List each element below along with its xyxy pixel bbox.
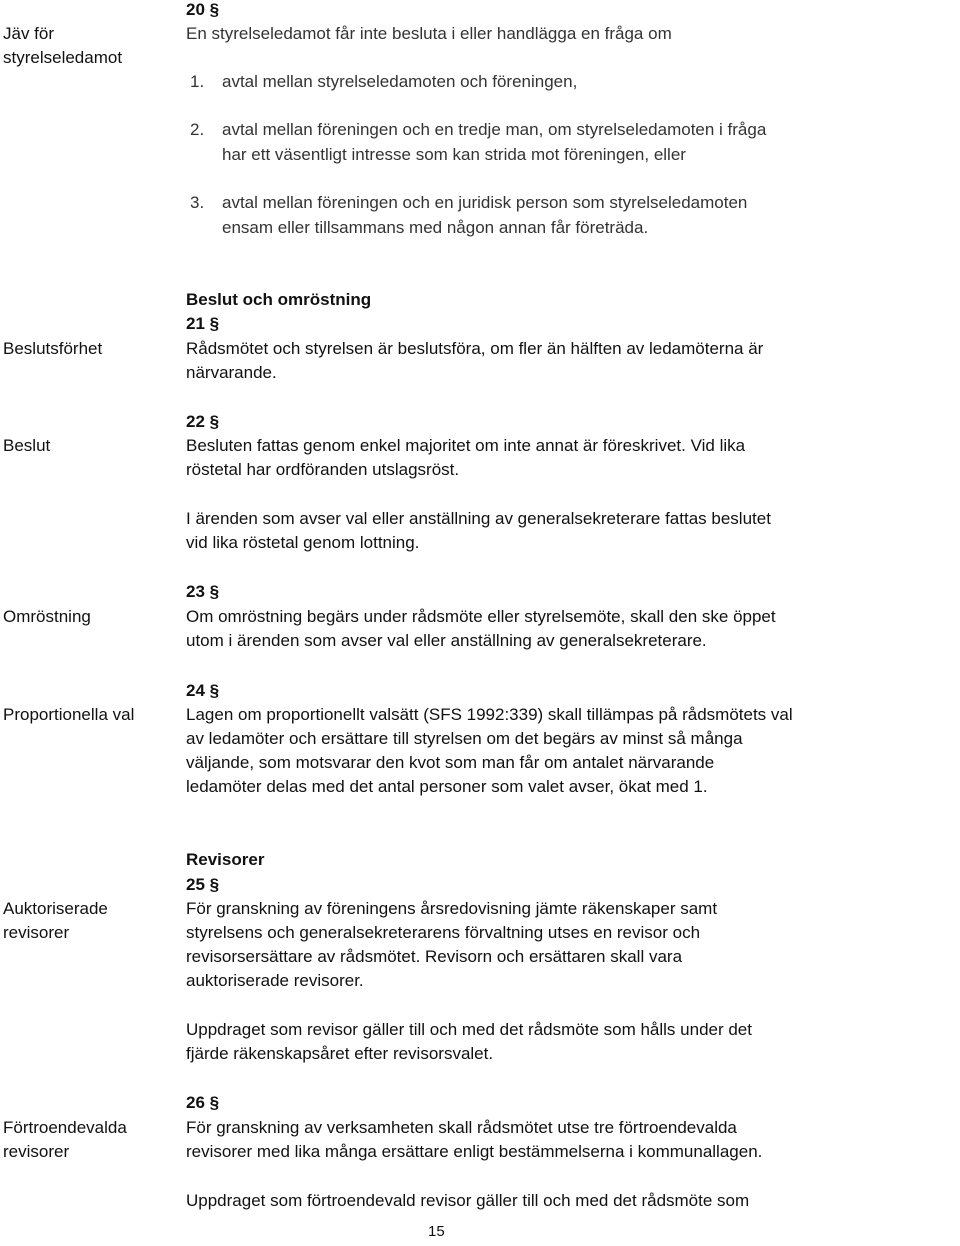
list-item-text: har ett väsentligt intresse som kan strida mot föreningen, eller bbox=[222, 145, 686, 164]
section-26-paragraph-2: Uppdraget som förtroendevald revisor gäller till och med det rådsmöte som bbox=[186, 1191, 750, 1210]
section-24-text: Lagen om proportionellt valsätt (SFS 1992:339) skall tillämpas på rådsmötets val bbox=[186, 705, 793, 724]
margin-label-beslut: Beslut bbox=[3, 436, 51, 455]
section-22-text: Besluten fattas genom enkel majoritet om inte annat är föreskrivet. Vid lika bbox=[186, 436, 746, 455]
section-25-text: auktoriserade revisorer. bbox=[186, 971, 364, 990]
section-22-text: röstetal har ordföranden utslagsröst. bbox=[186, 460, 460, 479]
list-item-number: 1. bbox=[190, 72, 205, 91]
section-24-text: av ledamöter och ersättare till styrelsen om det begärs av minst så många bbox=[186, 729, 743, 748]
section-heading-revisorer: Revisorer bbox=[186, 850, 265, 869]
margin-label-proportionella-val: Proportionella val bbox=[3, 705, 135, 724]
margin-label-jav-2: styrelseledamot bbox=[3, 48, 123, 67]
section-22-paragraph-2: I ärenden som avser val eller anställning av generalsekreterare fattas beslutet bbox=[186, 509, 771, 528]
section-25-paragraph-2: fjärde räkenskapsåret efter revisorsvalet. bbox=[186, 1044, 494, 1063]
section-24-text: väljande, som motsvarar den kvot som man får om antalet närvarande bbox=[186, 753, 715, 772]
section-25-text: styrelsens och generalsekreterarens förvaltning utses en revisor och bbox=[186, 923, 701, 942]
section-heading-beslut: Beslut och omröstning bbox=[186, 290, 372, 309]
section-20-lead: En styrelseledamot får inte besluta i eller handlägga en fråga om bbox=[186, 24, 672, 43]
section-23-heading: 23 § bbox=[186, 582, 220, 601]
section-20-heading: 20 § bbox=[186, 0, 220, 19]
section-22-heading: 22 § bbox=[186, 412, 220, 431]
list-item-text: avtal mellan föreningen och en tredje man, om styrelseledamoten i fråga bbox=[222, 120, 767, 139]
section-21-text: närvarande. bbox=[186, 363, 277, 382]
section-26-text: revisorer med lika många ersättare enligt bestämmelserna i kommunallagen. bbox=[186, 1142, 763, 1161]
section-25-paragraph-2: Uppdraget som revisor gäller till och med det rådsmöte som hålls under det bbox=[186, 1020, 752, 1039]
section-23-text: Om omröstning begärs under rådsmöte eller styrelsemöte, skall den ske öppet bbox=[186, 607, 776, 626]
section-21-text: Rådsmötet och styrelsen är beslutsföra, om fler än hälften av ledamöterna är bbox=[186, 339, 764, 358]
list-item-number: 2. bbox=[190, 120, 205, 139]
margin-label-fortroendevalda: Förtroendevalda bbox=[3, 1118, 127, 1137]
margin-label-auktoriserade-2: revisorer bbox=[3, 923, 70, 942]
section-24-text: ledamöter delas med det antal personer som valet avser, ökat med 1. bbox=[186, 777, 708, 796]
margin-label-fortroendevalda-2: revisorer bbox=[3, 1142, 70, 1161]
section-25-heading: 25 § bbox=[186, 875, 220, 894]
section-25-text: För granskning av föreningens årsredovisning jämte räkenskaper samt bbox=[186, 899, 718, 918]
section-22-paragraph-2: vid lika röstetal genom lottning. bbox=[186, 533, 420, 552]
margin-label-omrostning: Omröstning bbox=[3, 607, 91, 626]
section-26-heading: 26 § bbox=[186, 1093, 220, 1112]
section-24-heading: 24 § bbox=[186, 681, 220, 700]
list-item-text: ensam eller tillsammans med någon annan får företräda. bbox=[222, 218, 649, 237]
list-item-number: 3. bbox=[190, 193, 205, 212]
margin-label-auktoriserade: Auktoriserade bbox=[3, 899, 108, 918]
list-item-text: avtal mellan styrelseledamoten och föreningen, bbox=[222, 72, 578, 91]
section-23-text: utom i ärenden som avser val eller anställning av generalsekreterare. bbox=[186, 631, 707, 650]
page-number: 15 bbox=[428, 1223, 445, 1240]
margin-label-beslutsforhet: Beslutsförhet bbox=[3, 339, 103, 358]
section-21-heading: 21 § bbox=[186, 314, 220, 333]
list-item-text: avtal mellan föreningen och en juridisk person som styrelseledamoten bbox=[222, 193, 748, 212]
margin-label-jav: Jäv för bbox=[3, 24, 55, 43]
section-25-text: revisorsersättare av rådsmötet. Revisorn och ersättaren skall vara bbox=[186, 947, 683, 966]
section-26-text: För granskning av verksamheten skall rådsmötet utse tre förtroendevalda bbox=[186, 1118, 737, 1137]
